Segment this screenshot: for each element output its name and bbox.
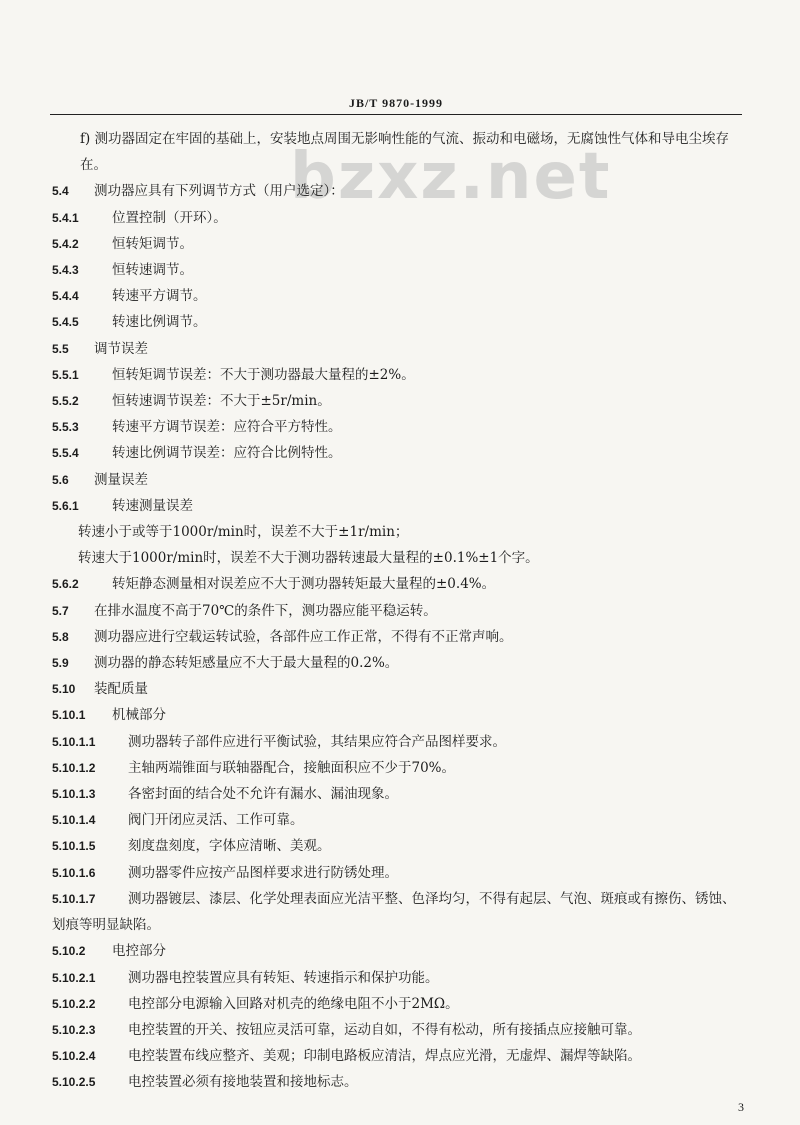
clause-5-9	[52, 650, 742, 676]
clause-text: 电控部分	[112, 943, 166, 960]
clause-5-5	[52, 336, 742, 362]
clause-5-5-4	[52, 440, 742, 466]
clause-text: 测功器的静态转矩感量应不大于最大量程的0.2%。	[94, 655, 399, 672]
clause-number: 5.10.2.2	[52, 996, 96, 1011]
clause-number: 5.7	[52, 603, 69, 618]
clause-5-4-2	[52, 231, 742, 257]
clause-text: 在排水温度不高于70℃的条件下，测功器应能平稳运转。	[94, 602, 437, 619]
clause-text: 阀门开闭应灵活、工作可靠。	[128, 812, 304, 829]
clause-number: 5.4.4	[52, 289, 79, 304]
page-header: JB/T 9870-1999	[348, 96, 444, 110]
clause-number: 5.4.1	[52, 210, 79, 225]
clause-5-10-1-1	[52, 729, 742, 755]
clause-5-10-2-5	[52, 1069, 742, 1095]
clause-text: 转速平方调节。	[112, 288, 207, 305]
clause-5-10	[52, 676, 742, 702]
clause-5-4-3	[52, 257, 742, 283]
clause-5-10-2-2	[52, 991, 742, 1017]
clause-number: 5.5.3	[52, 420, 79, 435]
clause-text: 电控装置的开关、按钮应灵活可靠，运动自如，不得有松动，所有接插点应接触可靠。	[128, 1021, 641, 1038]
clause-5-4-4	[52, 283, 742, 309]
clause-5-7	[52, 598, 742, 624]
clause-5-4	[52, 178, 742, 204]
clause-text: 恒转速调节误差：不大于±5r/min。	[112, 393, 331, 410]
clause-5-8	[52, 624, 742, 650]
clause-5-10-2-4	[52, 1043, 742, 1069]
clause-5-6-1	[52, 493, 742, 519]
clause-text: 测功器转子部件应进行平衡试验，其结果应符合产品图样要求。	[128, 733, 506, 750]
clause-number: 5.6.1	[52, 498, 79, 513]
clause-number: 5.10.2.5	[52, 1075, 96, 1090]
clause-text: 电控部分电源输入回路对机壳的绝缘电阻不小于2MΩ。	[128, 995, 459, 1012]
header-divider	[50, 114, 742, 115]
clause-number: 5.4.2	[52, 236, 79, 251]
clause-number: 5.9	[52, 656, 69, 671]
clause-5-6-2	[52, 571, 742, 597]
clause-number: 5.10	[52, 682, 76, 697]
clause-text: 测功器零件应按产品图样要求进行防锈处理。	[128, 864, 398, 881]
clause-number: 5.4.3	[52, 263, 79, 278]
clause-5-10-1-3	[52, 781, 742, 807]
clause-text: 电控装置必须有接地装置和接地标志。	[128, 1074, 358, 1091]
clause-text: 调节误差	[94, 340, 148, 357]
clause-text: 机械部分	[112, 707, 166, 724]
clause-5-6	[52, 467, 742, 493]
clause-text: 主轴两端锥面与联轴器配合，接触面积应不少于70%。	[128, 759, 456, 776]
clause-number: 5.4	[52, 184, 69, 199]
clause-5-6-1-line-b: 转速大于1000r/min时，误差不大于测功器转速最大量程的±0.1%±1个字。	[78, 550, 539, 567]
clause-number: 5.10.1.5	[52, 839, 96, 854]
clause-5-10-2-1	[52, 965, 742, 991]
clause-text: 恒转矩调节。	[112, 235, 193, 252]
clause-5-10-1	[52, 702, 742, 728]
clause-number: 5.5.4	[52, 446, 79, 461]
clause-text: 转速平方调节误差：应符合平方特性。	[112, 419, 342, 436]
clause-text: 测功器电控装置应具有转矩、转速指示和保护功能。	[128, 969, 439, 986]
page-number: 3	[738, 1100, 744, 1114]
clause-text: 位置控制（开环）。	[112, 209, 227, 226]
clause-5-10-1-7	[52, 886, 742, 938]
clause-number: 5.6	[52, 472, 69, 487]
clause-text: 装配质量	[94, 681, 148, 698]
clause-text: 转矩静态测量相对误差应不大于测功器转矩最大量程的±0.4%。	[112, 576, 496, 593]
clause-number: 5.10.2	[52, 944, 86, 959]
paragraph-item-f: f) 测功器固定在牢固的基础上，安装地点周围无影响性能的气流、振动和电磁场，无腐蚀性气体和导电尘埃存在。	[80, 131, 730, 174]
clause-text: 转速比例调节误差：应符合比例特性。	[112, 445, 342, 462]
clause-number: 5.8	[52, 629, 69, 644]
clause-5-10-2-3	[52, 1017, 742, 1043]
clause-5-4-1	[52, 205, 742, 231]
clause-text: 测功器应具有下列调节方式（用户选定）：	[94, 183, 344, 200]
watermark: bzxz.net	[290, 140, 612, 214]
clause-5-6-1-line-a: 转速小于或等于1000r/min时，误差不大于±1r/min；	[78, 524, 409, 541]
clause-number: 5.6.2	[52, 577, 79, 592]
clause-5-4-5	[52, 309, 742, 335]
clause-text: 测功器应进行空载运转试验，各部件应工作正常，不得有不正常声响。	[94, 628, 513, 645]
clause-5-5-2	[52, 388, 742, 414]
clause-text: 电控装置布线应整齐、美观；印制电路板应清洁，焊点应光滑，无虚焊、漏焊等缺陷。	[128, 1048, 641, 1065]
clause-number: 5.10.1.7	[52, 891, 96, 906]
clause-text: 转速测量误差	[112, 497, 193, 514]
clause-text: 转速比例调节。	[112, 314, 207, 331]
clause-number: 5.10.1.3	[52, 787, 96, 802]
clause-5-10-1-4	[52, 807, 742, 833]
clause-number: 5.10.1.6	[52, 865, 96, 880]
clause-number: 5.10.2.1	[52, 970, 96, 985]
clause-text: 测功器镀层、漆层、化学处理表面应光洁平整、色泽均匀，不得有起层、气泡、斑痕或有擦伤、锈蚀、划痕等明显缺陷。	[52, 890, 736, 934]
clause-5-5-1	[52, 362, 742, 388]
clause-number: 5.10.1	[52, 708, 86, 723]
clause-5-10-1-5	[52, 833, 742, 859]
clause-number: 5.5	[52, 341, 69, 356]
clause-number: 5.10.1.2	[52, 760, 96, 775]
clause-number: 5.10.2.3	[52, 1022, 96, 1037]
clause-text: 恒转速调节。	[112, 262, 193, 279]
clause-5-10-1-2	[52, 755, 742, 781]
clause-text: 恒转矩调节误差：不大于测功器最大量程的±2%。	[112, 366, 415, 383]
clause-5-5-3	[52, 414, 742, 440]
clause-number: 5.10.1.1	[52, 734, 96, 749]
clause-text: 各密封面的结合处不允许有漏水、漏油现象。	[128, 786, 398, 803]
clause-text: 测量误差	[94, 471, 148, 488]
clause-5-10-2	[52, 938, 742, 964]
clause-number: 5.4.5	[52, 315, 79, 330]
document-body	[52, 126, 742, 1096]
clause-text: 刻度盘刻度，字体应清晰、美观。	[128, 838, 331, 855]
clause-5-10-1-6	[52, 860, 742, 886]
clause-number: 5.5.2	[52, 394, 79, 409]
clause-number: 5.10.1.4	[52, 813, 96, 828]
clause-number: 5.10.2.4	[52, 1049, 96, 1064]
clause-number: 5.5.1	[52, 367, 79, 382]
